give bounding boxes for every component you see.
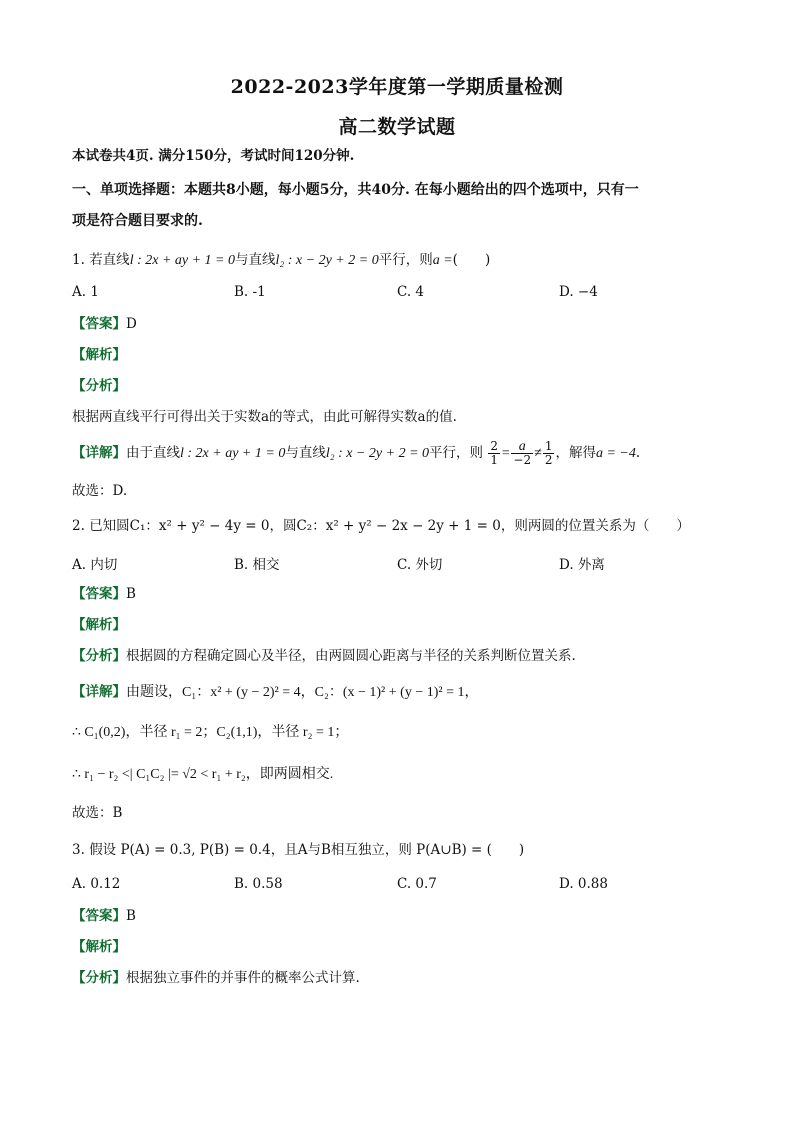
math-expr: l : 2x + ay + 1 = 0 <box>180 446 286 461</box>
fenxi-line <box>72 968 732 988</box>
option-a: A. 0.12 <box>72 876 121 892</box>
choose-line <box>72 803 732 823</box>
detail-line-3: ∴ r₁ − r₂ <| C₁C₂ |= √2 < r₁ + r₂，即两圆相交. <box>72 767 334 782</box>
option-d: D. −4 <box>559 284 598 300</box>
stem-text: 若直线 <box>89 252 130 268</box>
detail-text: ，解得 <box>555 445 596 461</box>
option-a: A. 1 <box>72 284 99 300</box>
fraction-denominator: −2 <box>513 453 532 467</box>
answer-value: B <box>126 908 136 924</box>
question-number: 2. <box>72 518 85 534</box>
detail-line <box>72 682 732 703</box>
section-heading-line1: 一、单项选择题：本题共8小题，每小题5分，共40分. 在每小题给出的四个选项中，只有一 <box>72 182 639 198</box>
option-d: D. 外离 <box>559 557 605 573</box>
answer-line <box>72 584 732 604</box>
exam-subtitle: 高二数学试题 <box>338 116 456 138</box>
choose-label: 故选： <box>72 483 113 499</box>
analysis-label: 【解析】 <box>72 617 126 633</box>
analysis-line <box>72 937 732 957</box>
stem-text: 假设 P(A) = 0.3, P(B) = 0.4，且A与B相互独立，则 P(A∪B) = ( ) <box>89 842 525 858</box>
fenxi-text: 根据独立事件的并事件的概率公式计算. <box>126 970 360 986</box>
fenxi-line <box>72 376 732 396</box>
detail-text: 平行，则 <box>429 445 484 461</box>
detail-text: 由题设，C₁：x² + (y − 2)² = 4，C₂：(x − 1)² + (y − 1)² = 1， <box>126 685 479 700</box>
exam-title: 2022-2023学年度第一学期质量检测 <box>230 76 564 98</box>
option-b: B. 相交 <box>234 557 280 573</box>
analysis-label: 【解析】 <box>72 939 126 955</box>
choose-value: B <box>112 805 123 821</box>
stem-text: 已知圆C₁：x² + y² − 4y = 0，圆C₂：x² + y² − 2x − 2y + 1 = 0，则两圆的位置关系为（ ） <box>89 518 690 534</box>
answer-value: B <box>126 586 136 602</box>
answer-label: 【答案】 <box>72 586 126 602</box>
math-symbol: ≠ <box>534 446 542 461</box>
fenxi-label: 【分析】 <box>72 378 126 394</box>
analysis-label: 【解析】 <box>72 347 126 363</box>
fraction-numerator: 2 <box>490 439 498 453</box>
detail-line <box>72 438 732 468</box>
fenxi-text: 根据圆的方程确定圆心及半径，由两圆圆心距离与半径的关系判断位置关系. <box>126 648 576 664</box>
question-1-stem <box>72 250 732 271</box>
option-c: C. 外切 <box>397 557 443 573</box>
detail-text: 由于直线 <box>126 445 180 461</box>
detail-label: 【详解】 <box>72 684 126 700</box>
fraction <box>543 440 555 467</box>
question-1-options <box>72 284 732 304</box>
fenxi-line <box>72 646 732 666</box>
detail-label: 【详解】 <box>72 445 126 461</box>
question-number: 3. <box>72 842 85 858</box>
question-3-options <box>72 876 732 896</box>
choose-label: 故选： <box>72 805 113 821</box>
analysis-line <box>72 345 732 365</box>
option-b: B. 0.58 <box>234 876 283 892</box>
math-expr: l₂ : x − 2y + 2 = 0 <box>325 446 430 461</box>
question-2-stem <box>72 516 732 536</box>
fraction-numerator: a <box>511 440 533 454</box>
answer-value: D <box>126 316 137 332</box>
answer-label: 【答案】 <box>72 316 126 332</box>
fraction-denominator: 2 <box>544 453 553 467</box>
option-a: A. 内切 <box>72 557 118 573</box>
section-heading-line2: 项是符合题目要求的. <box>72 213 203 229</box>
choose-line <box>72 481 732 501</box>
fenxi-text: 根据两直线平行可得出关于实数a的等式，由此可解得实数a的值. <box>72 409 457 425</box>
fraction-numerator: 1 <box>544 439 553 453</box>
detail-text: 与直线 <box>285 445 326 461</box>
stem-text: 与直线 <box>235 252 276 268</box>
stem-text: 平行，则 <box>378 252 433 268</box>
math-expr: a = <box>432 253 453 268</box>
option-c: C. 4 <box>397 284 425 300</box>
choose-value: D. <box>112 483 128 499</box>
math-expr: l : 2x + ay + 1 = 0 <box>129 253 236 268</box>
math-expr: a = −4 <box>595 446 636 461</box>
answer-line <box>72 906 732 926</box>
option-b: B. -1 <box>234 284 266 300</box>
answer-line <box>72 314 732 334</box>
question-3-stem <box>72 840 732 860</box>
stem-text: ( ) <box>452 252 491 268</box>
option-c: C. 0.7 <box>397 876 437 892</box>
detail-line-2: ∴ C₁(0,2)，半径 r₁ = 2；C₂(1,1)，半径 r₂ = 1； <box>72 725 349 740</box>
analysis-line <box>72 615 732 635</box>
answer-label: 【答案】 <box>72 908 126 924</box>
math-symbol: = <box>500 446 511 461</box>
fraction <box>511 440 533 467</box>
math-expr: l₂ : x − 2y + 2 = 0 <box>275 253 379 268</box>
question-2-options <box>72 553 732 573</box>
fraction-denominator: 1 <box>490 453 498 467</box>
fraction <box>488 440 500 467</box>
exam-intro: 本试卷共4页. 满分150分，考试时间120分钟. <box>72 148 355 164</box>
fenxi-label: 【分析】 <box>72 648 126 664</box>
fenxi-label: 【分析】 <box>72 970 126 986</box>
question-number: 1. <box>72 252 85 268</box>
option-d: D. 0.88 <box>559 876 608 892</box>
detail-text: . <box>635 445 641 461</box>
